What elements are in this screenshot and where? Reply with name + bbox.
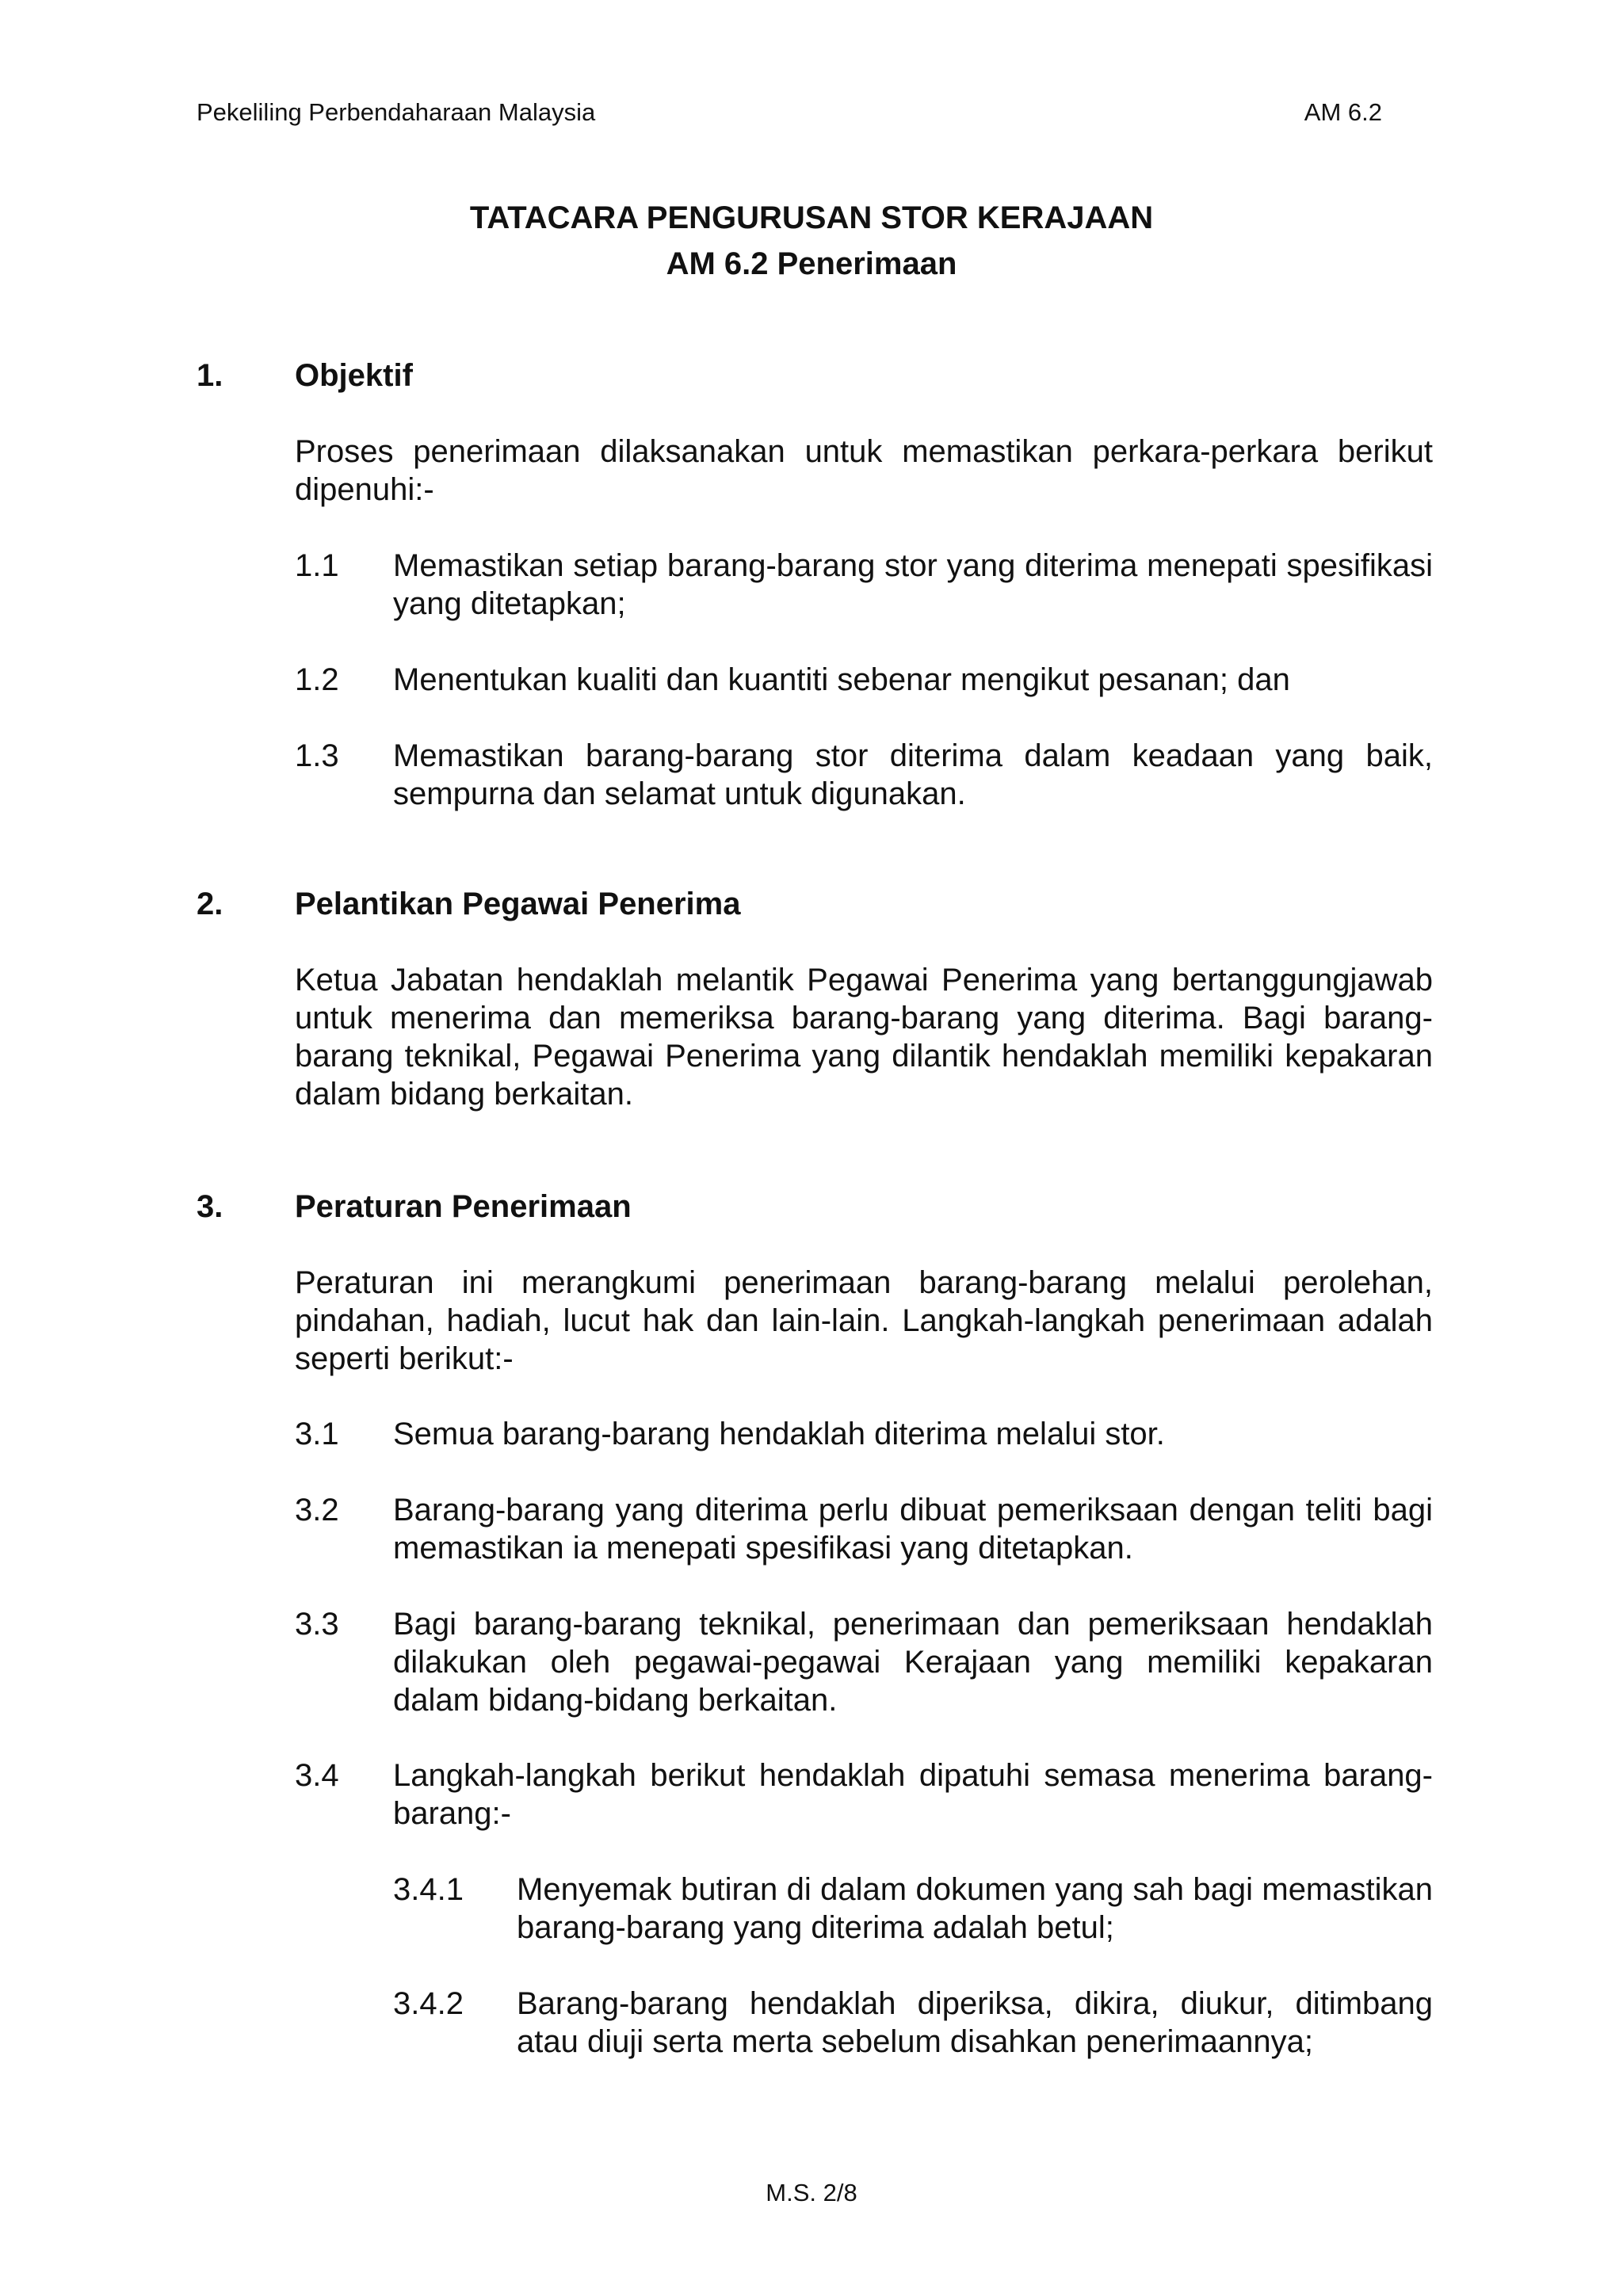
section-number: 2. <box>197 887 223 921</box>
subitem-number: 3.4.1 <box>393 1872 464 1907</box>
item-text: Barang-barang yang diterima perlu dibuat pemeriksaan dengan teliti bagi memastikan ia menepati spesifikasi yang ditetapkan. <box>393 1493 1433 1566</box>
section-title: Pelantikan Pegawai Penerima <box>295 887 741 921</box>
page-number: M.S. 2/8 <box>766 2179 857 2206</box>
section-title: Objektif <box>295 358 413 393</box>
section-2-body: Ketua Jabatan hendaklah melantik Pegawai Penerima yang bertanggungjawab untuk menerima dan memeriksa barang-barang yang diterima. Bagi barang-barang teknikal, Pegawai Penerima yang dilantik hendaklah memiliki kepakaran dalam bidang berkaitan. <box>295 963 1433 1112</box>
item-text: Semua barang-barang hendaklah diterima melalui stor. <box>393 1417 1165 1451</box>
item-text: Memastikan setiap barang-barang stor yang diterima menepati spesifikasi yang ditetapkan; <box>393 548 1433 621</box>
item-number: 1.2 <box>295 662 339 697</box>
subitem-text: Menyemak butiran di dalam dokumen yang sah bagi memastikan barang-barang yang diterima adalah betul; <box>517 1872 1433 1945</box>
document-title <box>0 195 1623 287</box>
item-text: Bagi barang-barang teknikal, penerimaan dan pemeriksaan hendaklah dilakukan oleh pegawai-pegawai Kerajaan yang memiliki kepakaran dalam bidang-bidang berkaitan. <box>393 1607 1433 1718</box>
subitem-number: 3.4.2 <box>393 1986 464 2021</box>
section-3-intro: Peraturan ini merangkumi penerimaan barang-barang melalui perolehan, pindahan, hadiah, lucut hak dan lain-lain. Langkah-langkah penerimaan adalah seperti berikut:- <box>295 1265 1433 1376</box>
item-text: Menentukan kualiti dan kuantiti sebenar mengikut pesanan; dan <box>393 662 1290 697</box>
item-number: 1.3 <box>295 738 339 773</box>
header-reference: AM 6.2 <box>1304 98 1382 126</box>
item-number: 3.3 <box>295 1607 339 1642</box>
item-number: 1.1 <box>295 548 339 583</box>
section-title: Peraturan Penerimaan <box>295 1189 632 1224</box>
item-text: Langkah-langkah berikut hendaklah dipatuhi semasa menerima barang-barang:- <box>393 1758 1433 1831</box>
section-number: 3. <box>197 1189 223 1224</box>
section-number: 1. <box>197 358 223 393</box>
item-number: 3.4 <box>295 1758 339 1793</box>
item-number: 3.1 <box>295 1417 339 1451</box>
item-number: 3.2 <box>295 1493 339 1527</box>
title-line-1: TATACARA PENGURUSAN STOR KERAJAAN <box>469 200 1154 235</box>
item-text: Memastikan barang-barang stor diterima dalam keadaan yang baik, sempurna dan selamat untuk digunakan. <box>393 738 1433 811</box>
header-publication: Pekeliling Perbendaharaan Malaysia <box>197 98 596 126</box>
subitem-text: Barang-barang hendaklah diperiksa, dikira, diukur, ditimbang atau diuji serta merta sebelum disahkan penerimaannya; <box>517 1986 1433 2059</box>
section-1-intro: Proses penerimaan dilaksanakan untuk memastikan perkara-perkara berikut dipenuhi:- <box>295 434 1433 507</box>
title-line-2: AM 6.2 Penerimaan <box>666 246 957 281</box>
